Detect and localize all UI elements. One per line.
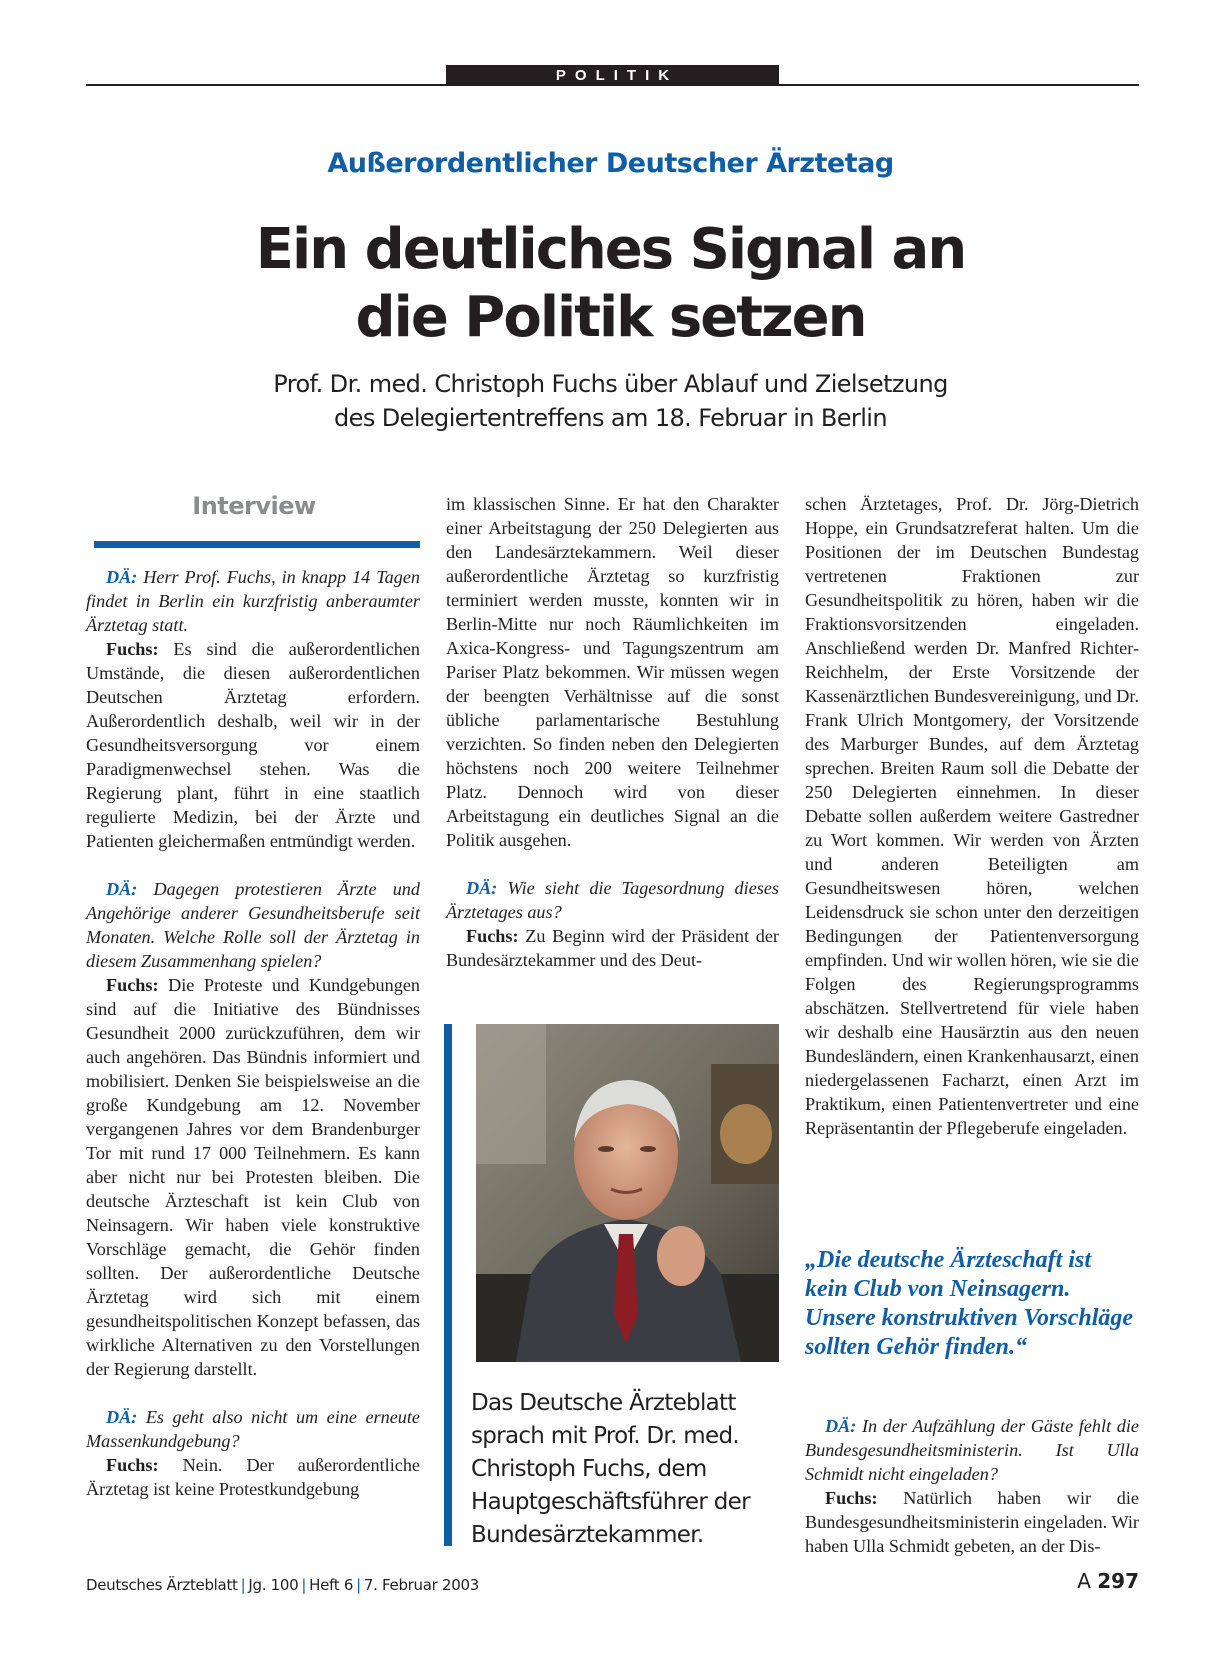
subhead-line-2: des Delegiertentreffens am 18. Februar in Berlin <box>334 404 887 432</box>
page-number <box>1077 1569 1139 1593</box>
text-column-3-bottom <box>805 1414 1139 1558</box>
article-headline <box>0 216 1221 352</box>
text-column-2 <box>446 492 779 972</box>
text-column-3 <box>805 492 1139 1140</box>
photo-accent-bar <box>444 1024 452 1546</box>
footer-journal: Deutsches Ärzteblatt <box>86 1576 238 1594</box>
question-1: DÄ: Herr Prof. Fuchs, in knapp 14 Tagen findet in Berlin ein kurzfristig anberaumter Ärztetag statt. <box>86 567 420 635</box>
page-number-value: 297 <box>1097 1569 1139 1593</box>
question-5: DÄ: In der Aufzählung der Gäste fehlt die Bundesgesundheitsministerin. Ist Ulla Schmidt nicht eingeladen? <box>805 1416 1139 1484</box>
footer-separator: | <box>356 1576 361 1594</box>
footer-date: 7. Februar 2003 <box>363 1576 479 1594</box>
headline-line-1: Ein deutliches Signal an <box>255 217 966 282</box>
footer-issue: Heft 6 <box>309 1576 354 1594</box>
footer-separator: | <box>240 1576 246 1594</box>
headline-line-2: die Politik setzen <box>355 285 866 350</box>
portrait-illustration <box>476 1024 779 1362</box>
rubric-bar <box>94 541 420 548</box>
page-footer <box>86 1576 479 1594</box>
section-label: POLITIK <box>446 65 779 86</box>
answer-1: Fuchs: Es sind die außerordentlichen Umstände, die diesen außerordentlichen Deutschen Ärztetag erfordern. Außerordentlich deshalb, weil wir in der Gesundheitsversorgung vor einem Paradigmenwechsel stehen. Was die Regierung plant, führt in eine staatlich regulierte Medizin, bei der Ärzte und Patienten gleichermaßen entmündigt werden. <box>86 639 420 851</box>
answer-2: Fuchs: Die Proteste und Kundgebungen sind auf die Initiative des Bündnisses Gesundheit 2000 zurückzuführen, dem wir auch angehören. Das Bündnis informiert und mobilisiert. Denken Sie beispielsweise an die große Kundgebung am 12. November vergangenen Jahres vor dem Brandenburger Tor mit rund 17 000 Teilnehmern. Es kann aber nicht nur bei Protesten bleiben. Die deutsche Ärzteschaft ist kein Club von Neinsagern. Wir haben viele konstruktive Vorschläge gemacht, die Gehör finden sollten. Der außerordentliche Deutsche Ärztetag wird sich mit einem gesundheitspolitischen Konzept befassen, das wirkliche Alternativen zu den Vorstellungen der Regierung darstellt. <box>86 975 420 1379</box>
question-2: DÄ: Dagegen protestieren Ärzte und Angehörige anderer Gesundheitsberufe seit Monaten. Welche Rolle soll der Ärztetag in diesem Zusammenhang spielen? <box>86 879 420 971</box>
article-kicker: Außerordentlicher Deutscher Ärztetag <box>327 148 894 179</box>
question-3: DÄ: Es geht also nicht um eine erneute Massenkundgebung? <box>86 1407 420 1451</box>
answer-4-continued: schen Ärztetages, Prof. Dr. Jörg-Dietrich Hoppe, ein Grundsatzreferat halten. Um die Positionen der im Deutschen Bundestag vertretenen Fraktionen zur Gesundheitspolitik zu hören, haben wir die Fraktionsvorsitzenden eingeladen. Anschließend werden Dr. Manfred Richter-Reichhelm, der Erste Vorsitzende der Kassenärztlichen Bundesvereinigung, und Dr. Frank Ulrich Montgomery, der Vorsitzende des Marburger Bundes, auf dem Ärztetag sprechen. Breiten Raum soll die Debatte der 250 Delegierten einnehmen. In dieser Debatte sollen außerdem weitere Gastredner zu Wort kommen. Wir werden von Ärzten und anderen Beteiligten am Gesundheitswesen hören, welchen Leidensdruck sie schon unter den derzeitigen Bedingungen der Patientenversorgung empfinden. Und wir wollen hören, wie sie die Folgen des Regierungsprogramms abschätzen. Stellvertretend für viele haben wir deshalb eine Hausärztin aus den neuen Bundesländern, einen Krankenhausarzt, einen niedergelassenen Facharzt, einen Arzt im Praktikum, einen Patientenvertreter und eine Repräsentantin der Pflegeberufe eingeladen. <box>805 494 1139 1138</box>
pull-quote: „Die deutsche Ärzteschaft ist kein Club von Neinsagern. Unsere konstruktiven Vorschläge sollten Gehör finden.“ <box>805 1247 1134 1360</box>
answer-3-continued: im klassischen Sinne. Er hat den Charakter einer Arbeitstagung der 250 Delegierten aus den Landesärztekammern. Weil dieser außerordentliche Ärztetag so kurzfristig terminiert werden musste, konnten wir in Berlin-Mitte nur noch Räumlichkeiten im Axica-Kongress- und Tagungszentrum am Pariser Platz bekommen. Wir müssen wegen der beengten Verhältnisse auf die sonst übliche parlamentarische Bestuhlung verzichten. So finden neben den Delegierten höchstens noch 200 weitere Teilnehmer Platz. Dennoch wird von dieser Arbeitstagung ein deutliches Signal an die Politik ausgehen. <box>446 494 779 850</box>
subhead-line-1: Prof. Dr. med. Christoph Fuchs über Ablauf und Zielsetzung <box>273 370 948 398</box>
interview-photo <box>476 1024 779 1362</box>
answer-4-start: Fuchs: Zu Beginn wird der Präsident der Bundesärztekammer und des Deut- <box>446 926 779 970</box>
text-column-1 <box>86 565 420 1501</box>
footer-volume: Jg. 100 <box>248 1576 299 1594</box>
question-4: DÄ: Wie sieht die Tagesordnung dieses Ärztetages aus? <box>446 878 779 922</box>
answer-3-start: Fuchs: Nein. Der außerordentliche Ärztetag ist keine Protestkundgebung <box>86 1455 420 1499</box>
rubric-label: Interview <box>192 492 316 520</box>
photo-caption: Das Deutsche Ärzteblatt sprach mit Prof. Dr. med. Christoph Fuchs, dem Hauptgeschäftsführer der Bundesärztekammer. <box>471 1390 750 1548</box>
answer-5-start: Fuchs: Natürlich haben wir die Bundesgesundheitsministerin eingeladen. Wir haben Ulla Schmidt gebeten, an der Dis- <box>805 1488 1139 1556</box>
footer-separator: | <box>301 1576 307 1594</box>
article-subhead <box>0 367 1221 435</box>
page-prefix: A <box>1077 1569 1091 1593</box>
